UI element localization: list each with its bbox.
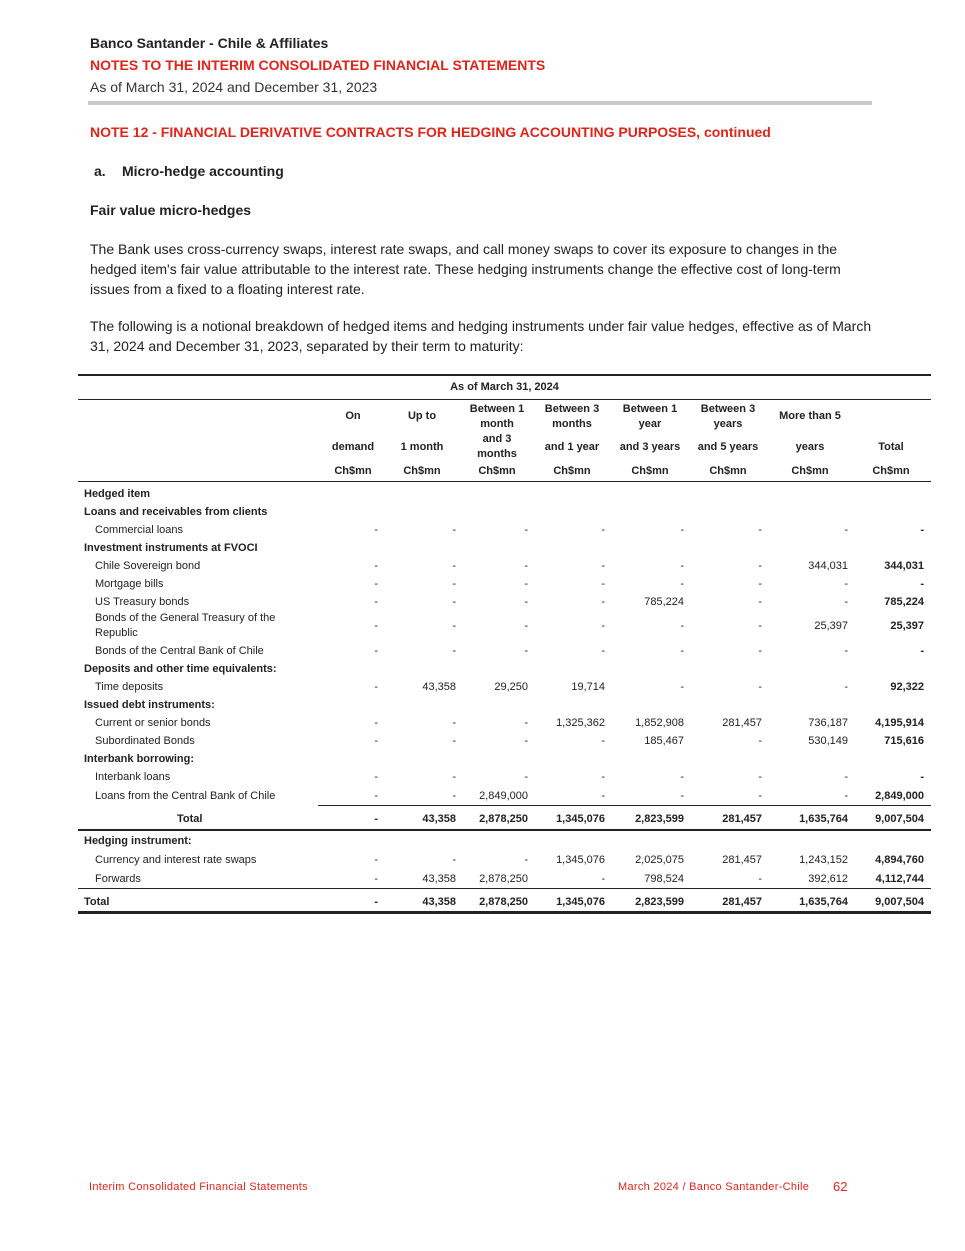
column-header-unit: Ch$mn bbox=[403, 465, 441, 477]
value-cell: - bbox=[680, 681, 684, 693]
value-cell: 19,714 bbox=[571, 681, 605, 693]
column-header-top: More than 5 bbox=[779, 410, 841, 422]
grandtotal-bottom-rule bbox=[78, 911, 931, 914]
table-top-rule bbox=[78, 374, 931, 376]
value-cell: - bbox=[524, 560, 528, 572]
paragraph-2: The following is a notional breakdown of hedged items and hedging instruments under fair value hedges, effective as of March 31, 2024 and December 31, 2023, separated by their term to maturity: bbox=[90, 318, 872, 354]
value-cell: - bbox=[524, 735, 528, 747]
row-label: Bonds of the General Treasury of the Republic bbox=[95, 612, 276, 639]
row-label: Forwards bbox=[95, 873, 141, 885]
value-cell: - bbox=[374, 717, 378, 729]
value-cell: - bbox=[374, 560, 378, 572]
table-row bbox=[78, 503, 931, 521]
value-cell: 1,635,764 bbox=[799, 896, 848, 908]
value-cell: - bbox=[452, 717, 456, 729]
value-cell: - bbox=[601, 771, 605, 783]
value-cell: 43,358 bbox=[422, 681, 456, 693]
section-title: Micro-hedge accounting bbox=[122, 163, 284, 179]
value-cell: 1,325,362 bbox=[556, 717, 605, 729]
value-cell: - bbox=[844, 524, 848, 536]
notes-title: NOTES TO THE INTERIM CONSOLIDATED FINANCIAL STATEMENTS bbox=[90, 57, 546, 73]
value-cell: 43,358 bbox=[422, 813, 456, 825]
value-cell: - bbox=[844, 578, 848, 590]
value-cell: 1,345,076 bbox=[556, 854, 605, 866]
as-of-date: As of March 31, 2024 and December 31, 2023 bbox=[90, 79, 378, 95]
table-row bbox=[78, 521, 931, 539]
total-cell: - bbox=[920, 771, 924, 783]
total-cell: 344,031 bbox=[884, 560, 924, 572]
value-cell: - bbox=[601, 645, 605, 657]
value-cell: - bbox=[374, 681, 378, 693]
total-cell: 9,007,504 bbox=[875, 813, 924, 825]
value-cell: - bbox=[374, 873, 378, 885]
table-row bbox=[78, 732, 931, 750]
value-cell: 2,823,599 bbox=[635, 896, 684, 908]
row-label: US Treasury bonds bbox=[95, 596, 190, 608]
column-header-top: On bbox=[345, 410, 361, 422]
value-cell: - bbox=[452, 645, 456, 657]
value-cell: 344,031 bbox=[808, 560, 848, 572]
table-row bbox=[78, 870, 931, 888]
grandtotal-top-rule bbox=[78, 888, 931, 889]
table-row bbox=[78, 832, 931, 850]
row-label: Total bbox=[177, 813, 203, 825]
value-cell: - bbox=[758, 620, 762, 632]
value-cell: - bbox=[374, 735, 378, 747]
column-header-unit: Ch$mn bbox=[553, 465, 591, 477]
table-row bbox=[78, 810, 931, 828]
value-cell: 1,243,152 bbox=[799, 854, 848, 866]
column-header-top: Between 1 year bbox=[622, 403, 678, 430]
value-cell: 1,345,076 bbox=[556, 813, 605, 825]
table-row bbox=[78, 750, 931, 768]
column-header-bottom: Total bbox=[878, 441, 904, 453]
value-cell: - bbox=[452, 735, 456, 747]
value-cell: 29,250 bbox=[494, 681, 528, 693]
row-label: Total bbox=[84, 896, 110, 908]
value-cell: - bbox=[524, 717, 528, 729]
value-cell: - bbox=[758, 771, 762, 783]
value-cell: 2,025,075 bbox=[635, 854, 684, 866]
value-cell: 2,849,000 bbox=[479, 790, 528, 802]
total-cell: 2,849,000 bbox=[875, 790, 924, 802]
value-cell: 1,345,076 bbox=[556, 896, 605, 908]
value-cell: 785,224 bbox=[644, 596, 684, 608]
total-cell: 25,397 bbox=[890, 620, 924, 632]
value-cell: - bbox=[680, 578, 684, 590]
value-cell: - bbox=[680, 524, 684, 536]
value-cell: 43,358 bbox=[422, 896, 456, 908]
value-cell: 1,852,908 bbox=[635, 717, 684, 729]
value-cell: - bbox=[758, 524, 762, 536]
value-cell: - bbox=[452, 524, 456, 536]
value-cell: - bbox=[758, 681, 762, 693]
value-cell: - bbox=[844, 645, 848, 657]
row-label: Bonds of the Central Bank of Chile bbox=[95, 645, 264, 657]
value-cell: - bbox=[601, 790, 605, 802]
table-row bbox=[78, 575, 931, 593]
total-cell: 715,616 bbox=[884, 735, 924, 747]
row-label: Currency and interest rate swaps bbox=[95, 854, 257, 866]
note-title: NOTE 12 - FINANCIAL DERIVATIVE CONTRACTS FOR HEDGING ACCOUNTING PURPOSES, continued bbox=[90, 124, 771, 140]
value-cell: - bbox=[601, 620, 605, 632]
value-cell: 530,149 bbox=[808, 735, 848, 747]
value-cell: - bbox=[524, 645, 528, 657]
row-label: Commercial loans bbox=[95, 524, 184, 536]
value-cell: - bbox=[758, 873, 762, 885]
value-cell: - bbox=[758, 735, 762, 747]
value-cell: 2,878,250 bbox=[479, 873, 528, 885]
header-bottom-rule bbox=[78, 481, 931, 482]
column-header-unit: Ch$mn bbox=[478, 465, 516, 477]
value-cell: - bbox=[601, 873, 605, 885]
column-header-top: Between 1 month bbox=[469, 403, 525, 430]
row-label: Hedged item bbox=[84, 488, 151, 500]
value-cell: - bbox=[758, 790, 762, 802]
table-row bbox=[78, 610, 931, 642]
column-header-unit: Ch$mn bbox=[791, 465, 829, 477]
column-header-bottom: and 3 months bbox=[477, 433, 517, 460]
value-cell: - bbox=[452, 560, 456, 572]
page-number: 62 bbox=[833, 1179, 848, 1194]
total-cell: 4,112,744 bbox=[875, 873, 924, 885]
row-label: Current or senior bonds bbox=[95, 717, 211, 729]
value-cell: 43,358 bbox=[422, 873, 456, 885]
header-divider bbox=[88, 101, 872, 105]
value-cell: - bbox=[601, 735, 605, 747]
value-cell: - bbox=[680, 790, 684, 802]
column-header-top: Between 3 months bbox=[544, 403, 600, 430]
row-label: Issued debt instruments: bbox=[84, 699, 215, 711]
value-cell: 281,457 bbox=[722, 896, 762, 908]
row-label: Time deposits bbox=[95, 681, 164, 693]
value-cell: - bbox=[524, 854, 528, 866]
column-header-top: Between 3 years bbox=[700, 403, 756, 430]
value-cell: - bbox=[601, 596, 605, 608]
value-cell: - bbox=[374, 790, 378, 802]
row-label: Interbank loans bbox=[95, 771, 171, 783]
table-row bbox=[78, 893, 931, 911]
value-cell: - bbox=[680, 771, 684, 783]
section-heading bbox=[94, 163, 284, 179]
value-cell: - bbox=[844, 596, 848, 608]
value-cell: - bbox=[374, 620, 378, 632]
value-cell: - bbox=[374, 645, 378, 657]
value-cell: - bbox=[758, 560, 762, 572]
table-row bbox=[78, 696, 931, 714]
value-cell: - bbox=[758, 578, 762, 590]
value-cell: 185,467 bbox=[644, 735, 684, 747]
value-cell: - bbox=[601, 524, 605, 536]
total-cell: 4,195,914 bbox=[875, 717, 924, 729]
table-row bbox=[78, 714, 931, 732]
value-cell: - bbox=[374, 524, 378, 536]
value-cell: - bbox=[374, 596, 378, 608]
footer-right: March 2024 / Banco Santander-Chile bbox=[618, 1181, 810, 1193]
value-cell: - bbox=[452, 578, 456, 590]
value-cell: - bbox=[374, 896, 378, 908]
column-header-unit: Ch$mn bbox=[334, 465, 372, 477]
value-cell: - bbox=[452, 620, 456, 632]
table-row bbox=[78, 642, 931, 660]
row-label: Loans and receivables from clients bbox=[84, 506, 268, 518]
row-label: Interbank borrowing: bbox=[84, 753, 194, 765]
column-header-bottom: years bbox=[795, 441, 825, 453]
total-cell: 92,322 bbox=[890, 681, 924, 693]
row-label: Mortgage bills bbox=[95, 578, 164, 590]
value-cell: - bbox=[680, 645, 684, 657]
value-cell: - bbox=[452, 854, 456, 866]
table-row bbox=[78, 557, 931, 575]
column-header-bottom: and 5 years bbox=[697, 441, 759, 453]
period-header: As of March 31, 2024 bbox=[450, 381, 559, 393]
period-rule bbox=[78, 399, 931, 400]
value-cell: - bbox=[844, 771, 848, 783]
value-cell: 1,635,764 bbox=[799, 813, 848, 825]
company-name: Banco Santander - Chile & Affiliates bbox=[90, 35, 329, 51]
value-cell: 281,457 bbox=[722, 813, 762, 825]
value-cell: 25,397 bbox=[814, 620, 848, 632]
value-cell: - bbox=[452, 790, 456, 802]
value-cell: 2,878,250 bbox=[479, 813, 528, 825]
subtotal-bottom-rule bbox=[78, 829, 931, 831]
column-header-unit: Ch$mn bbox=[709, 465, 747, 477]
value-cell: - bbox=[758, 645, 762, 657]
value-cell: 281,457 bbox=[722, 854, 762, 866]
column-header-bottom: demand bbox=[331, 441, 375, 453]
row-label: Hedging instrument: bbox=[84, 835, 192, 847]
total-cell: 4,894,760 bbox=[875, 854, 924, 866]
value-cell: - bbox=[601, 578, 605, 590]
paragraph-1: The Bank uses cross-currency swaps, interest rate swaps, and call money swaps to cover its exposure to changes in the hedged item's fair value attributable to the interest rate. These hedging instruments change the effective cost of long-term issues from a fixed to a floating interest rate. bbox=[90, 241, 841, 297]
column-header-bottom: 1 month bbox=[400, 441, 444, 453]
value-cell: - bbox=[601, 560, 605, 572]
value-cell: - bbox=[452, 771, 456, 783]
value-cell: - bbox=[374, 813, 378, 825]
value-cell: - bbox=[452, 596, 456, 608]
subtotal-top-rule bbox=[318, 805, 931, 806]
subsection-title: Fair value micro-hedges bbox=[90, 202, 252, 218]
table-row bbox=[78, 851, 931, 869]
row-label: Deposits and other time equivalents: bbox=[84, 663, 277, 675]
table-row bbox=[78, 768, 931, 786]
value-cell: - bbox=[374, 854, 378, 866]
column-header-bottom: and 1 year bbox=[544, 441, 600, 453]
total-cell: 785,224 bbox=[884, 596, 924, 608]
value-cell: 392,612 bbox=[808, 873, 848, 885]
value-cell: 2,823,599 bbox=[635, 813, 684, 825]
value-cell: - bbox=[524, 524, 528, 536]
total-cell: - bbox=[920, 524, 924, 536]
column-header-unit: Ch$mn bbox=[631, 465, 669, 477]
value-cell: - bbox=[524, 596, 528, 608]
table-row bbox=[78, 678, 931, 696]
column-header-unit: Ch$mn bbox=[872, 465, 910, 477]
value-cell: - bbox=[680, 560, 684, 572]
value-cell: - bbox=[680, 620, 684, 632]
value-cell: - bbox=[524, 771, 528, 783]
row-label: Loans from the Central Bank of Chile bbox=[95, 790, 276, 802]
row-label: Investment instruments at FVOCI bbox=[84, 542, 258, 554]
total-cell: 9,007,504 bbox=[875, 896, 924, 908]
value-cell: 2,878,250 bbox=[479, 896, 528, 908]
value-cell: - bbox=[524, 620, 528, 632]
value-cell: - bbox=[524, 578, 528, 590]
column-header-bottom: and 3 years bbox=[619, 441, 681, 453]
total-cell: - bbox=[920, 578, 924, 590]
table-row bbox=[78, 660, 931, 678]
value-cell: - bbox=[844, 681, 848, 693]
value-cell: - bbox=[758, 596, 762, 608]
table-row bbox=[78, 539, 931, 557]
row-label: Subordinated Bonds bbox=[95, 735, 195, 747]
value-cell: 798,524 bbox=[644, 873, 684, 885]
value-cell: 281,457 bbox=[722, 717, 762, 729]
value-cell: - bbox=[374, 578, 378, 590]
section-letter: a. bbox=[94, 163, 106, 179]
row-label: Chile Sovereign bond bbox=[95, 560, 201, 572]
total-cell: - bbox=[920, 645, 924, 657]
table-row bbox=[78, 593, 931, 611]
value-cell: - bbox=[844, 790, 848, 802]
column-header-top: Up to bbox=[407, 410, 437, 422]
value-cell: - bbox=[374, 771, 378, 783]
value-cell: 736,187 bbox=[808, 717, 848, 729]
footer-left: Interim Consolidated Financial Statements bbox=[89, 1181, 308, 1193]
table-row bbox=[78, 787, 931, 805]
table-row bbox=[78, 485, 931, 503]
